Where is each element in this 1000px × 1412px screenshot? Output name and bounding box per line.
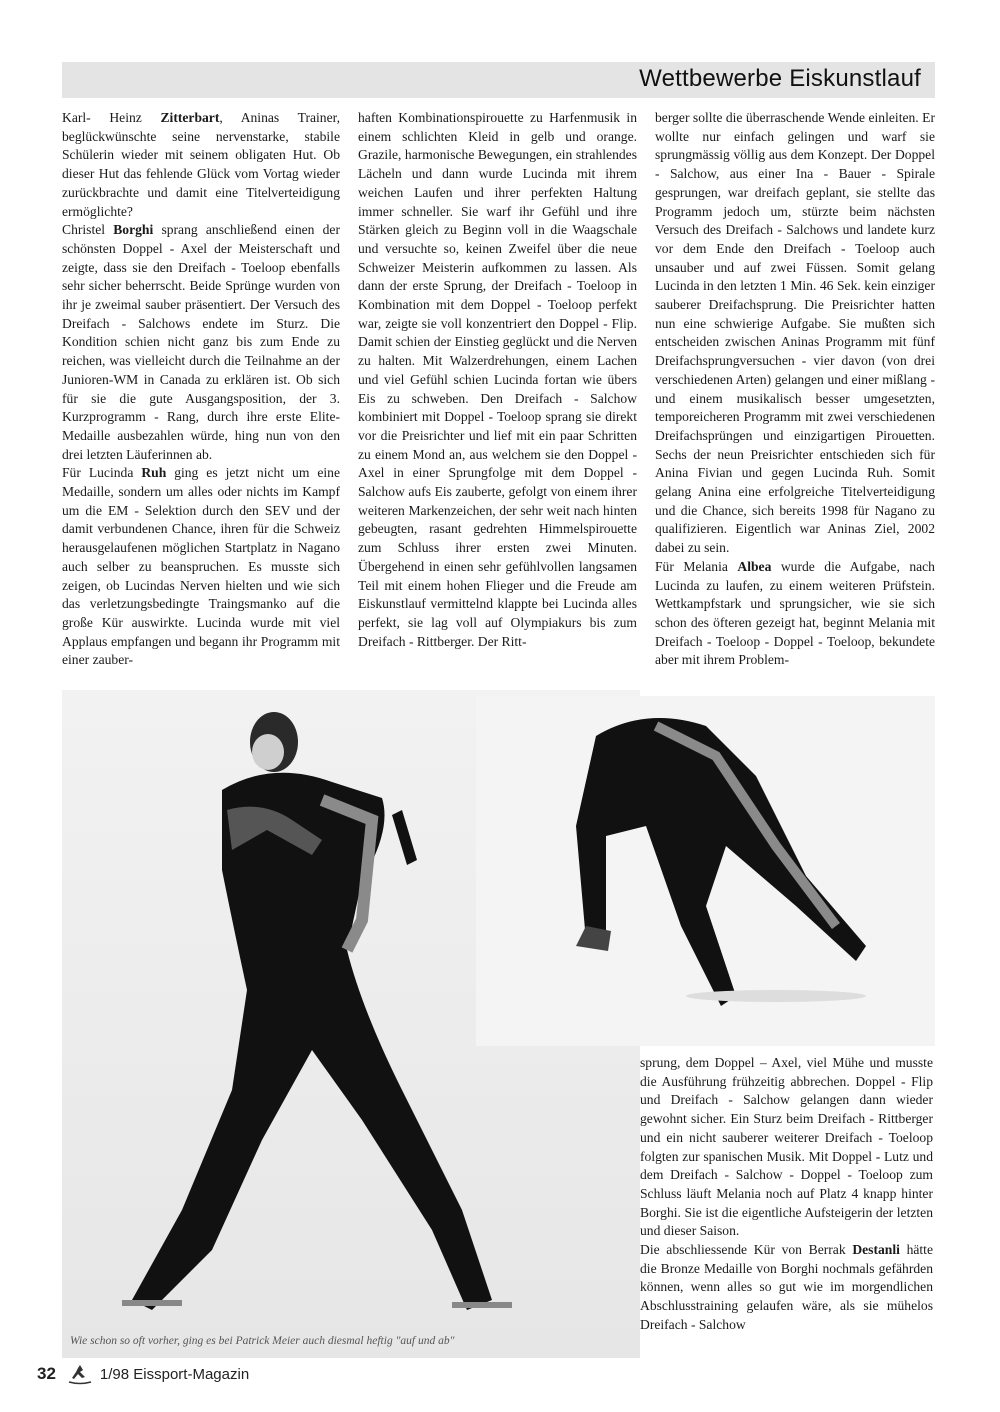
paragraph: Für Melania Albea wurde die Aufgabe, nach Lucinda zu laufen, zu einem weiteren Prüfstein. Wettkampfstark und sprungsicher, wie sie sich schon des öfteren gezeigt hat, beginnt Melania mit Dreifach - Toeloop - Doppel - Toeloop, bekundete aber mit ihrem Problem- [655, 558, 935, 668]
paragraph: Christel Borghi sprang anschließend einen der schönsten Doppel - Axel der Meisterschaft und zeigte, dass sie den Dreifach - Toeloop ebenfalls sehr sicher beherrscht. Beide Sprünge wurden von ihr je zweimal sauber präsentiert. Der Versuch des Dreifach - Salchows endete im Sturz. Die Kondition schien nicht ganz bis zum Ende zu reichen, was vielleicht durch die Teilnahme an der Junioren-WM in Canada zu erklären ist. Ob sich für sie die gute Ausgangsposition, der 3. Kurzprogramm - Rang, durch ihre erste Elite-Medaille ausbezahlen würde, hing nun von den drei letzten Läuferinnen ab. [62, 222, 340, 462]
paragraph: Die abschliessende Kür von Berrak Destanli hätte die Bronze Medaille von Borghi nochmals gefährden können, wenn alles so gut wie im morgendlichen Abschlusstraining gelaufen wäre, als sie mühelos Dreifach - Salchow [640, 1242, 933, 1332]
paragraph: haften Kombinationspirouette zu Harfenmusik in einem schlichten Kleid in gelb und orange. Grazile, harmonische Bewegungen, ein strahlendes Lächeln und dann wurde Lucinda mit ihrem weichen Laufen und ihrer perfekten Haltung immer schneller. Sie warf ihr Gefühl und ihre Stärken gleich zu Beginn voll in die Waagschale und versuchte so, keinen Zweifel über die neue Schweizer Meisterin aufkommen zu lassen. Als dann der erste Sprung, der Dreifach - Toeloop in Kombination mit dem Doppel - Toeloop perfekt war, zeigte sie voll konzentriert den Doppel - Flip. Damit schien der Einstieg geglückt und die Nerven zu halten. Mit Walzerdrehungen, einem Lachen und viel Gefühl schien Lucinda fortan wie übers Eis zu schweben. Den Dreifach - Salchow kombiniert mit Doppel - Toeloop sprang sie direkt vor die Preisrichter und lief mit ein paar Schritten zu einem Mond an, aus welchem sie den Doppel - Axel in einer Sprungfolge mit dem Doppel - Salchow aufs Eis zauberte, gefolgt von einem ihrer weiteren Markenzeichen, der sehr weit nach hinten gebeugten, rasant gedrehten Himmelspirouette zum Schluss ihrer ersten zwei Minuten. Übergehend in einen sehr gefühlvollen langsamen Teil mit einem hohen Flieger und die Freude am Eiskunstlauf vermittelnd klappte bei Lucinda alles perfekt, sie lag voll auf Olympiakurs bis zum Dreifach - Rittberger. Der Ritt- [358, 110, 637, 649]
header-band [62, 62, 935, 98]
text-column-4 [640, 1054, 933, 1335]
paragraph: berger sollte die überraschende Wende einleiten. Er wollte nur einfach gelingen und warf sie sprungmässig völlig aus dem Konzept. Der Doppel - Salchow, aus einer Ina - Bauer - Spirale gesprungen, war dreifach geplant, sie stellte das Programm jedoch um, stürzte beim nächsten Versuch des Dreifach - Salchows und landete kurz vor dem Ende den Dreifach - Toeloop auch unsauber und auf zwei Füssen. Somit gelang Lucinda in den letzten 1 Min. 46 Sek. kein einziger sauberer Dreifachsprung. Die Preisrichter hatten nun eine schwierige Aufgabe. Sie mußten sich entscheiden zwischen Aninas Programm mit fünf Dreifachsprungversuchen - vier davon (von drei verschiedenen Arten) gelangen und einer mißlang - und einem musikalisch besser umgesetzten, temporeicheren Programm mit zwei verschiedenen Dreifachsprüngen und einzigartigen Pirouetten. Sechs der neun Preisrichter entschieden sich für Anina Fivian und gegen Lucinda Ruh. Somit gelang Anina eine erfolgreiche Titelverteidigung und die Chance, sich bereits 1998 für Nagano zu qualifizieren. Eigentlich war Aninas Ziel, 2002 dabei zu sein. [655, 110, 935, 556]
photo-caption: Wie schon so oft vorher, ging es bei Patrick Meier auch diesmal heftig "auf und ab" [70, 1335, 455, 1347]
issue-label: 1/98 Eissport-Magazin [99, 1365, 250, 1383]
text-column-3 [655, 109, 935, 670]
paragraph: Für Lucinda Ruh ging es jetzt nicht um eine Medaille, sondern um alles oder nichts im Kampf um die EM - Selektion durch den SEV und der damit verbundenen Chance, ihren für die Schweiz herausgelaufenen möglichen Startplatz in Nagano auch selber zu beanspruchen. Es musste sich zeigen, ob Lucindas Nerven hielten und wie sich das verletzungsbedingte Traingsmanko auf die große Kür auswirkte. Lucinda wurde mit viel Applaus empfangen und begann ihr Programm mit einer zauber- [62, 465, 340, 668]
paragraph: Karl- Heinz Zitterbart, Aninas Trainer, beglückwünschte seine nervenstarke, stabile Schülerin wieder mit seinem obligaten Hut. Ob dieser Hut das fehlende Glück vom Vortag wieder zurückbrachte und damit eine Titelverteidigung ermöglichte? [62, 110, 340, 219]
text-column-2 [358, 109, 637, 651]
skater-logo-icon [66, 1363, 94, 1385]
page-footer [37, 1363, 249, 1385]
text-column-1 [62, 109, 340, 670]
skater-photo-2 [476, 696, 935, 1046]
section-title: Wettbewerbe Eiskunstlauf [639, 65, 921, 92]
paragraph: sprung, dem Doppel – Axel, viel Mühe und musste die Ausführung frühzeitig abbrechen. Doppel - Flip und Dreifach - Salchow gelangen dann wieder gewohnt sicher. Ein Sturz beim Dreifach - Rittberger und ein nicht sauberer weiterer Dreifach - Toeloop folgten zur spanischen Musik. Mit Doppel - Lutz und dem Dreifach - Salchow - Doppel - Toeloop zum Schluss läuft Melania noch auf Platz 4 knapp hinter Borghi. Sie ist die eigentliche Aufsteigerin der letzten und dieser Saison. [640, 1055, 933, 1239]
page-number: 32 [37, 1364, 56, 1383]
